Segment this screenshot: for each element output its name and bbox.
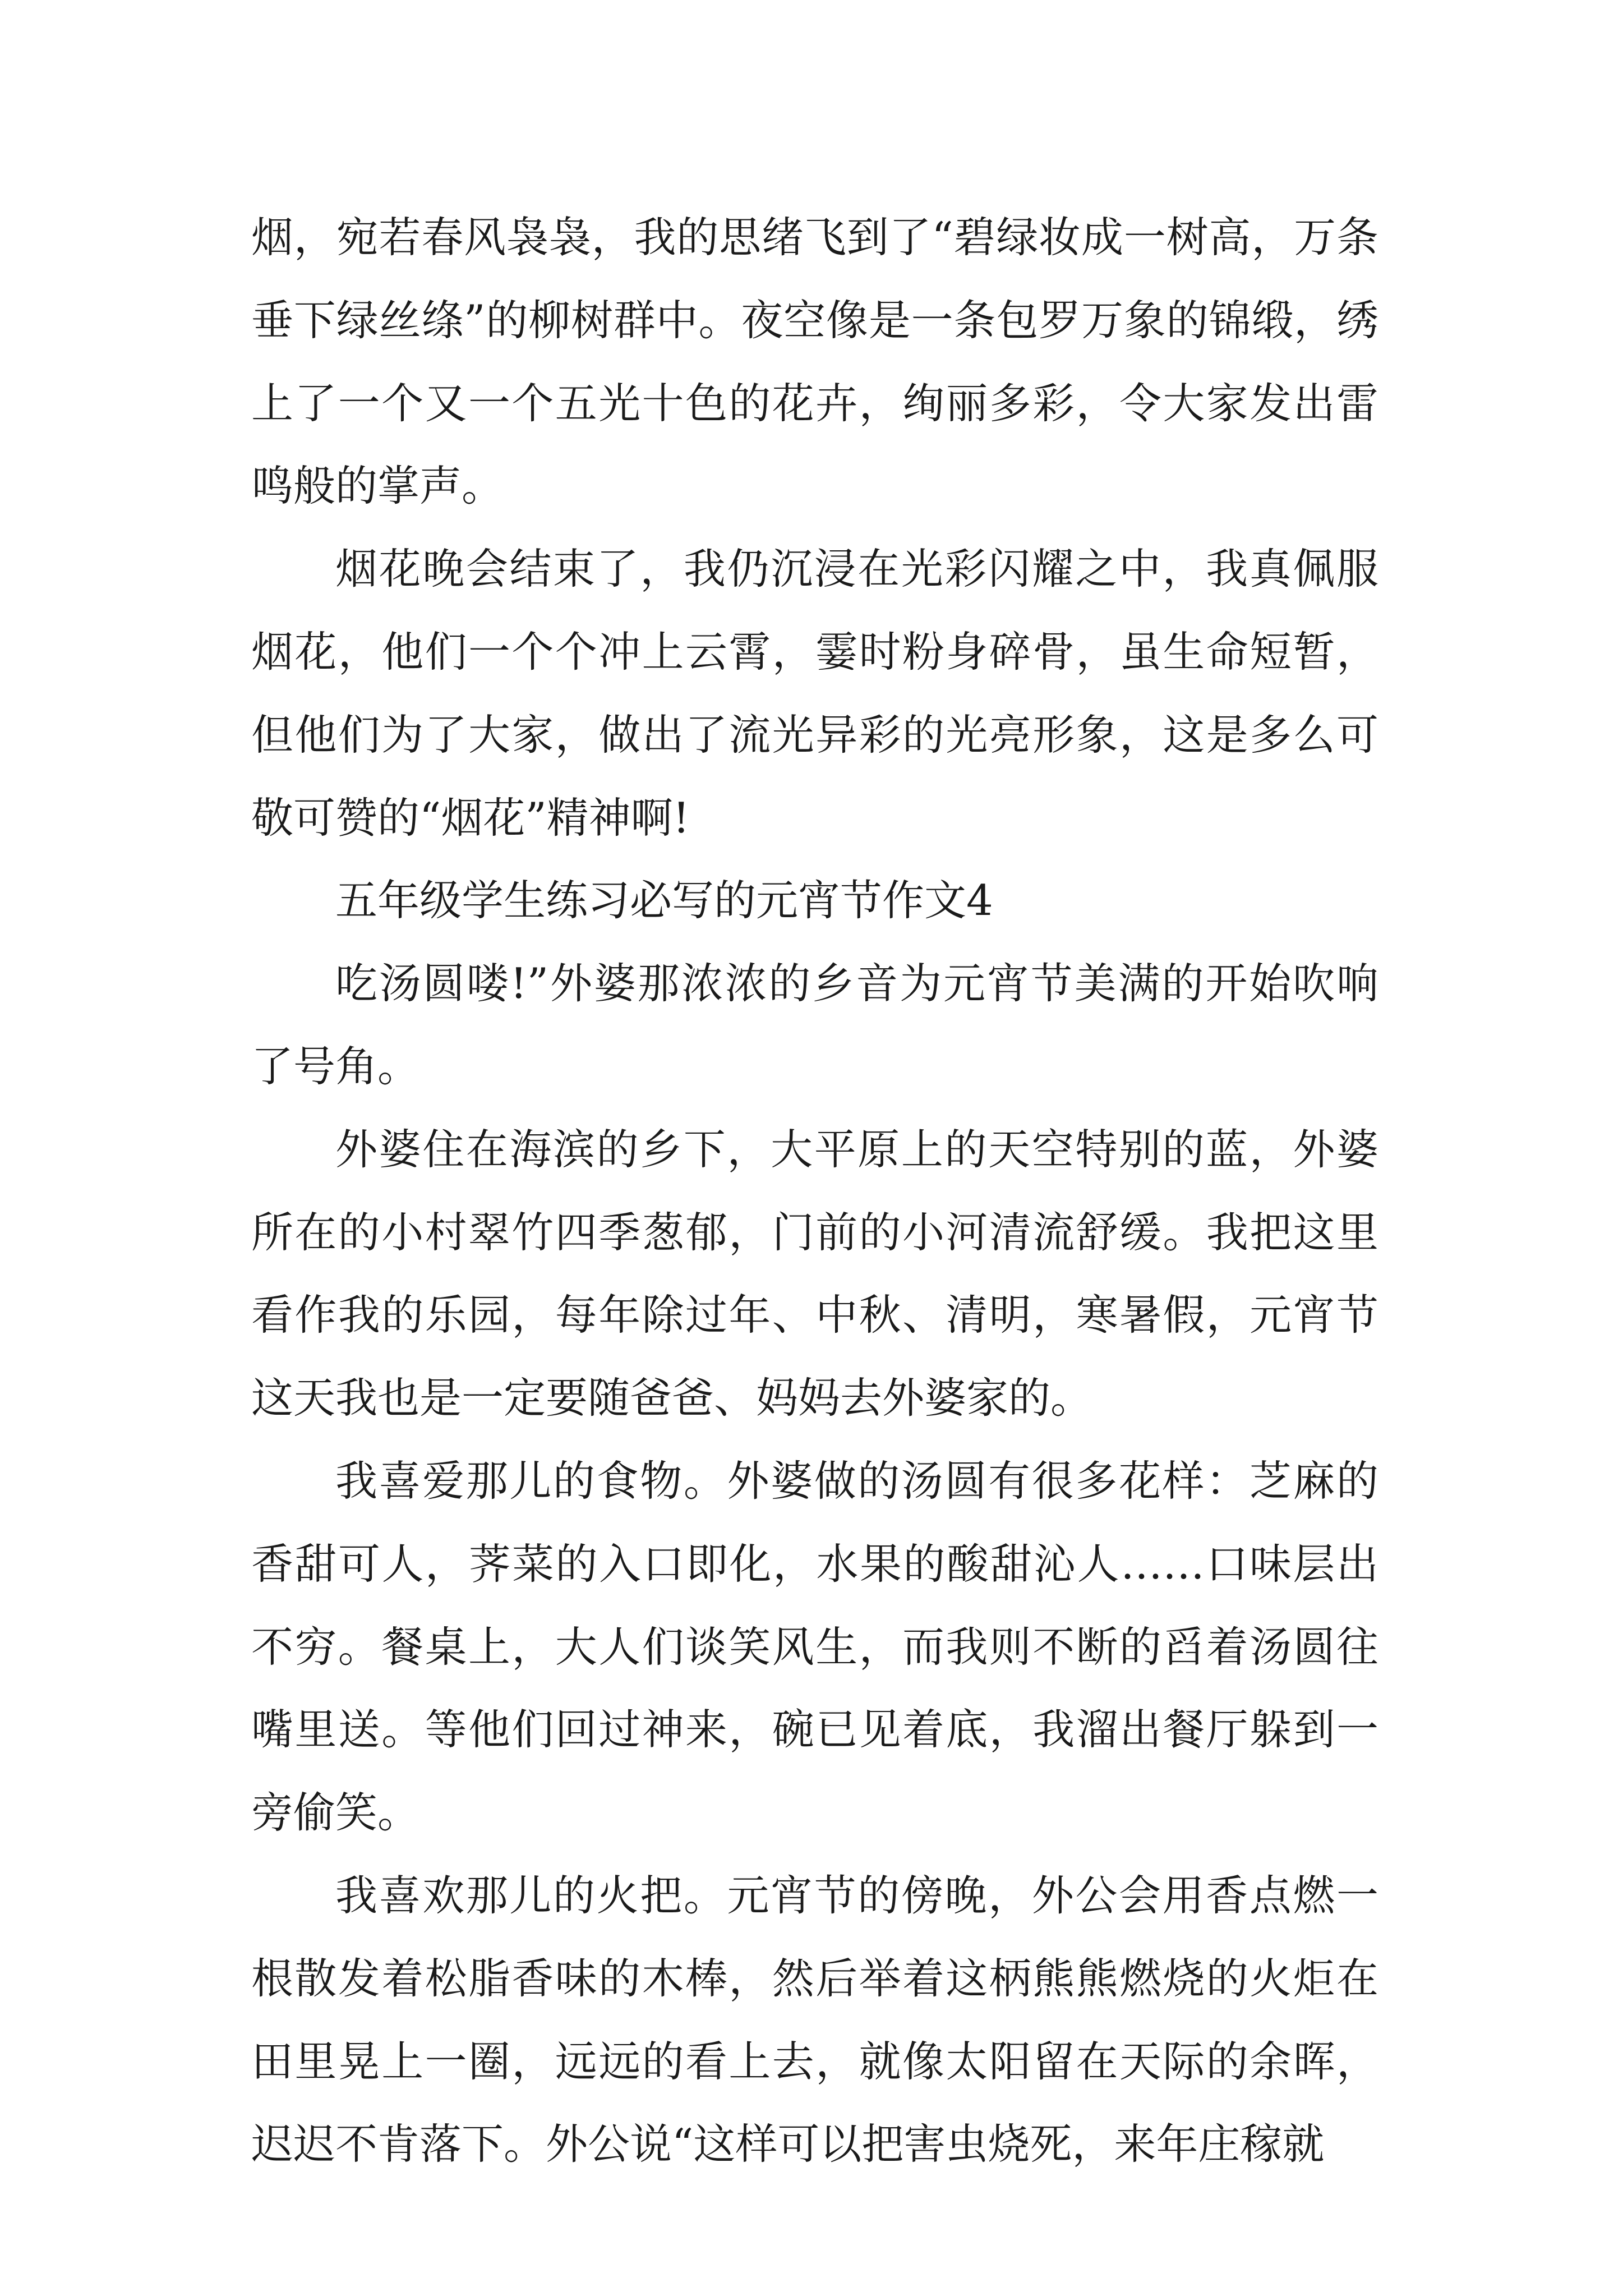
paragraph: 我喜欢那儿的火把。元宵节的傍晚，外公会用香点燃一根散发着松脂香味的木棒，然后举着这柄熊熊燃烧的火炬在田里晃上一圈，远远的看上去，就像太阳留在天际的余晖，迟迟不肯落下。外公说“这样可以把害虫烧死，来年庄稼就	[251, 1870, 1378, 2169]
document-body	[251, 196, 1378, 2186]
paragraph-continued: 烟，宛若春风袅袅，我的思绪飞到了“碧绿妆成一树高，万条垂下绿丝绦”的柳树群中。夜空像是一条包罗万象的锦缎，绣上了一个又一个五光十色的花卉，绚丽多彩，令大家发出雷鸣般的掌声。	[251, 213, 1378, 511]
section-heading: 五年级学生练习必写的元宵节作文4	[335, 876, 993, 926]
paragraph: 我喜爱那儿的食物。外婆做的汤圆有很多花样：芝麻的香甜可人，荠菜的入口即化，水果的酸甜沁人……口味层出不穷。餐桌上，大人们谈笑风生，而我则不断的舀着汤圆往嘴里送。等他们回过神来，碗已见着底，我溜出餐厅躲到一旁偷笑。	[251, 1456, 1378, 1838]
paragraph: 烟花晚会结束了，我仍沉浸在光彩闪耀之中，我真佩服烟花，他们一个个冲上云霄，霎时粉身碎骨，虽生命短暂，但他们为了大家，做出了流光异彩的光亮形象，这是多么可敬可赞的“烟花”精神啊!	[251, 544, 1378, 843]
paragraph: 吃汤圆喽!”外婆那浓浓的乡音为元宵节美满的开始吹响了号角。	[251, 959, 1378, 1091]
paragraph: 外婆住在海滨的乡下，大平原上的天空特别的蓝，外婆所在的小村翠竹四季葱郁，门前的小河清流舒缓。我把这里看作我的乐园，每年除过年、中秋、清明，寒暑假，元宵节这天我也是一定要随爸爸、妈妈去外婆家的。	[251, 1124, 1378, 1423]
